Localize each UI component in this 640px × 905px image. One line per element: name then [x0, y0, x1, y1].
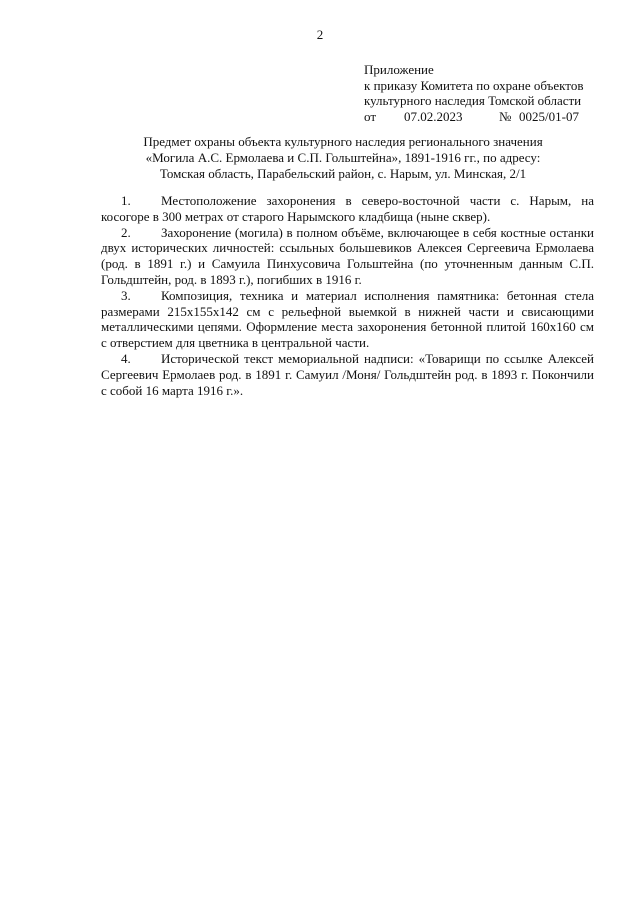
order-date: 07.02.2023	[404, 108, 463, 124]
item-text: Исторической текст мемориальной надписи: «Товарищи по ссылке Алексей Сергеевич Ермолаев род. в 1891 г. Самуил /Моня/ Гольдштейн род. в 1893 г. Покончили с собой 16 марта 1916 г.».	[101, 350, 594, 398]
appendix-header	[364, 62, 604, 124]
item-text: Композиция, техника и материал исполнения памятника: бетонная стела размерами 215х155х142 см с рельефной выемкой в нижней части и свисающими металлическими цепями. Оформление места захоронения бетонной плитой 160х160 см с отверстием для цветника в центральной части.	[101, 287, 594, 351]
item-number: 1.	[121, 193, 131, 208]
appendix-label: Приложение	[364, 62, 434, 77]
item-number: 4.	[121, 350, 131, 366]
appendix-committee-line: культурного наследия Томской области	[364, 93, 582, 108]
title-line-1: Предмет охраны объекта культурного наследия регионального значения	[143, 134, 543, 149]
appendix-order-date-number	[364, 109, 604, 125]
page-number: 2	[316, 27, 324, 42]
document-title	[100, 134, 586, 182]
list-item	[101, 193, 594, 225]
appendix-order-line: к приказу Комитета по охране объектов	[364, 77, 584, 93]
list-item	[101, 225, 594, 288]
item-number: 3.	[121, 287, 131, 303]
date-prefix: от	[364, 108, 377, 124]
order-number: 0025/01-07	[519, 108, 579, 124]
list-item	[101, 351, 594, 398]
title-line-2: «Могила А.С. Ермолаева и С.П. Гольштейна», 1891-1916 гг., по адресу:	[145, 150, 541, 165]
list-item	[101, 288, 594, 351]
item-text: Местоположение захоронения в северо-восточной части с. Нарым, на косогоре в 300 метрах от старого Нарымского кладбища (ныне сквер).	[101, 193, 594, 224]
item-number: 2.	[121, 224, 131, 240]
number-prefix: №	[499, 108, 512, 124]
protection-items-list	[101, 193, 594, 398]
item-text: Захоронение (могила) в полном объёме, включающее в себя костные останки двух исторических личностей: ссыльных большевиков Алексея Сергеевича Ермолаева (род. в 1891 г.) и Самуила Пинхусовича Гольштейна (по уточненным данным С.П. Гольдштейн, род. в 1893 г.), погибших в 1916 г.	[101, 224, 594, 287]
title-line-3: Томская область, Парабельский район, с. Нарым, ул. Минская, 2/1	[159, 166, 527, 181]
